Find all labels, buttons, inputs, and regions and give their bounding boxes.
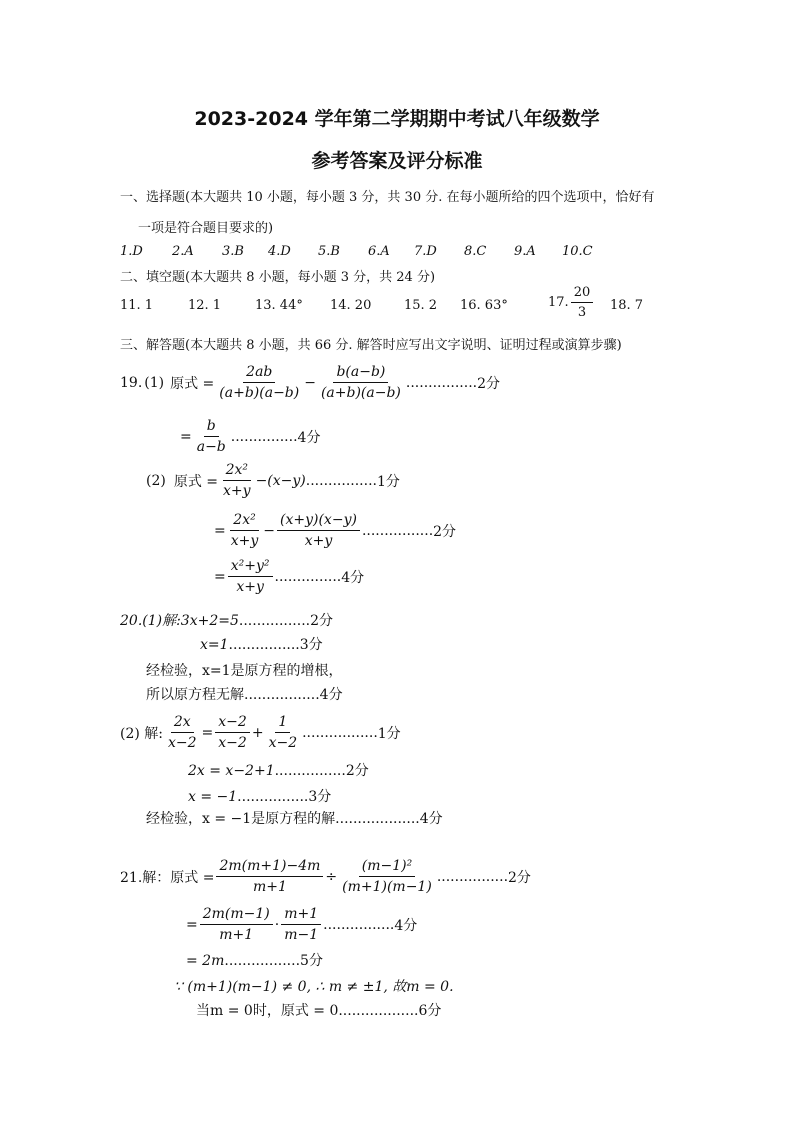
equation: x=1	[200, 637, 229, 653]
numerator: (x+y)(x−y)	[277, 512, 360, 531]
mc-answer: 7.D	[414, 244, 437, 259]
operator: −	[304, 374, 316, 391]
q20-line6	[188, 760, 369, 780]
denominator: (a+b)(a−b)	[219, 385, 300, 401]
equals: =	[214, 568, 226, 585]
fraction	[281, 906, 321, 943]
score: 2分	[433, 523, 457, 540]
conclusion: 当m = 0时，原式 = 0	[196, 1003, 339, 1019]
q21-line1	[120, 858, 531, 895]
q19-line5	[214, 558, 364, 595]
dot-leader: ................	[436, 868, 509, 885]
fraction	[277, 512, 360, 549]
operator: −	[263, 522, 276, 539]
dot-leader: ................	[361, 522, 434, 539]
score: 2分	[345, 763, 369, 779]
dot-leader: ...............	[230, 428, 298, 445]
q20-line5	[120, 714, 401, 751]
numerator: x−2	[215, 714, 250, 733]
equation: = 2m	[186, 953, 225, 969]
denominator: x+y	[236, 579, 264, 595]
mc-answer: 4.D	[268, 244, 291, 259]
denominator: m−1	[284, 927, 319, 943]
operator: +	[251, 724, 264, 741]
section1-heading-cont: 一项是符合题目要求的)	[138, 221, 274, 236]
score: 2分	[310, 613, 334, 629]
numerator: 2ab	[243, 364, 275, 383]
denominator: x−2	[268, 735, 298, 751]
mc-answer: 2.A	[172, 244, 194, 259]
dot-leader: ...................	[335, 811, 420, 827]
equation: x = −1	[188, 789, 238, 805]
equation: 20.(1)解:3x+2=5	[120, 613, 239, 629]
section2-heading: 二、填空题(本大题共 8 小题，每小题 3 分，共 24 分)	[120, 270, 436, 285]
dot-leader: ................	[237, 789, 309, 805]
fill-12: 12. 1	[188, 298, 222, 313]
conclusion: 经检验，x = −1是原方程的解	[146, 811, 336, 827]
numerator: 2x	[171, 714, 194, 733]
q20-line7	[188, 786, 331, 806]
q21-line4: ∵ (m+1)(m−1) ≠ 0, ∴ m ≠ ±1, 故m = 0.	[174, 979, 454, 995]
q19-line1	[120, 364, 500, 401]
numerator: 1	[275, 714, 290, 733]
fill-17	[548, 285, 595, 320]
q21-line3	[186, 950, 323, 970]
q20-line8	[146, 808, 443, 828]
numerator: x²+y²	[228, 558, 273, 577]
expression: −(x−y)	[255, 472, 306, 489]
numerator: 2x²	[230, 512, 258, 531]
dot-leader: ................	[274, 763, 346, 779]
equals: =	[186, 916, 198, 933]
fraction	[165, 714, 200, 751]
equation: 2x = x−2+1	[188, 763, 275, 779]
operator: ·	[274, 916, 280, 933]
mc-answer: 6.A	[368, 244, 390, 259]
denominator: x+y	[223, 483, 251, 499]
q19-line2	[180, 418, 320, 455]
score: 1分	[377, 725, 401, 742]
denominator: x−2	[168, 735, 197, 751]
q19-lhs2: 原式 =	[173, 473, 219, 490]
fraction	[571, 285, 594, 320]
denominator: x+y	[230, 533, 259, 549]
numerator: (m−1)²	[359, 858, 415, 877]
q21-label: 21.解：原式 =	[120, 869, 215, 886]
q19-part2: (2)	[146, 472, 166, 489]
mc-answer: 8.C	[464, 244, 487, 259]
numerator: 2x²	[223, 462, 251, 481]
mc-answer: 3.B	[222, 244, 244, 259]
q19-line3	[146, 462, 400, 499]
q19-line4	[214, 512, 456, 549]
numerator: m+1	[281, 906, 321, 925]
numerator: b(a−b)	[333, 364, 388, 383]
denominator: m+1	[219, 927, 254, 943]
q20-line2	[200, 634, 323, 654]
section1-heading: 一、选择题(本大题共 10 小题，每小题 3 分，共 30 分. 在每小题所给的四个选项中，恰好有	[120, 190, 655, 205]
fill-14: 14. 20	[330, 298, 372, 313]
operator: ÷	[325, 868, 338, 885]
dot-leader: ...............	[274, 568, 342, 585]
fill-13: 13. 44°	[255, 298, 303, 313]
score: 3分	[308, 789, 332, 805]
fraction	[200, 906, 273, 943]
dot-leader: ................	[405, 374, 478, 391]
q20-line1	[120, 610, 333, 630]
denominator: a−b	[196, 439, 226, 455]
fill-11: 11. 1	[120, 298, 154, 313]
score: 2分	[508, 869, 531, 886]
q19-label: 19.	[120, 374, 143, 391]
denominator: m+1	[252, 879, 287, 895]
denominator: (m+1)(m−1)	[342, 879, 432, 895]
dot-leader: ................	[323, 916, 395, 933]
fill-17-label: 17.	[548, 295, 569, 310]
dot-leader: ................	[228, 637, 300, 653]
mc-answer: 1.D	[120, 244, 143, 259]
mc-answer: 10.C	[562, 244, 593, 259]
score: 5分	[300, 953, 323, 969]
q21-line5	[196, 1000, 441, 1020]
mc-answers	[120, 244, 612, 259]
score: 4分	[319, 687, 343, 703]
denominator: x+y	[304, 533, 333, 549]
dot-leader: .................	[224, 953, 301, 969]
denominator: 3	[577, 305, 587, 320]
fraction	[339, 858, 435, 895]
fill-16: 16. 63°	[460, 298, 508, 313]
dot-leader: .................	[244, 687, 320, 703]
fraction	[194, 418, 229, 455]
q20-part2: (2) 解:	[120, 725, 163, 742]
q21-line2	[186, 906, 417, 943]
fraction	[220, 462, 254, 499]
fill-15: 15. 2	[404, 298, 438, 313]
equals: =	[180, 428, 192, 445]
q19-lhs: 原式 =	[170, 375, 215, 392]
mc-answer: 9.A	[514, 244, 536, 259]
fill-18: 18. 7	[610, 298, 644, 313]
equals: =	[201, 724, 214, 741]
dot-leader: ..................	[338, 1003, 419, 1019]
fraction	[318, 364, 404, 401]
fraction	[228, 558, 273, 595]
equals: =	[214, 522, 226, 539]
conclusion: 所以原方程无解	[146, 687, 244, 703]
fraction	[216, 364, 302, 401]
section3-heading: 三、解答题(本大题共 8 小题，共 66 分. 解答时应写出文字说明、证明过程或演算步骤)	[120, 338, 622, 353]
q20-line4	[146, 684, 343, 704]
score: 6分	[418, 1003, 442, 1019]
numerator: 2m(m+1)−4m	[216, 858, 323, 877]
mc-answer: 5.B	[318, 244, 340, 259]
fraction	[228, 512, 262, 549]
dot-leader: ................	[238, 613, 311, 629]
page-title: 2023-2024 学年第二学期期中考试八年级数学	[194, 108, 600, 130]
score: 2分	[477, 375, 501, 392]
fraction	[216, 858, 323, 895]
q20-line3: 经检验，x=1是原方程的增根，	[146, 663, 343, 679]
denominator: x−2	[218, 735, 247, 751]
score: 4分	[297, 429, 321, 446]
numerator: b	[204, 418, 219, 437]
score: 4分	[394, 917, 418, 934]
numerator: 2m(m−1)	[200, 906, 273, 925]
fraction	[266, 714, 301, 751]
score: 4分	[419, 811, 443, 827]
score: 4分	[341, 569, 365, 586]
score: 3分	[299, 637, 323, 653]
dot-leader: ................	[305, 472, 377, 489]
dot-leader: .................	[302, 724, 378, 741]
q19-part1: (1)	[144, 374, 165, 391]
page-subtitle: 参考答案及评分标准	[311, 150, 483, 172]
denominator: (a+b)(a−b)	[320, 385, 401, 401]
fraction	[215, 714, 250, 751]
score: 1分	[376, 473, 400, 490]
numerator: 20	[571, 285, 594, 303]
